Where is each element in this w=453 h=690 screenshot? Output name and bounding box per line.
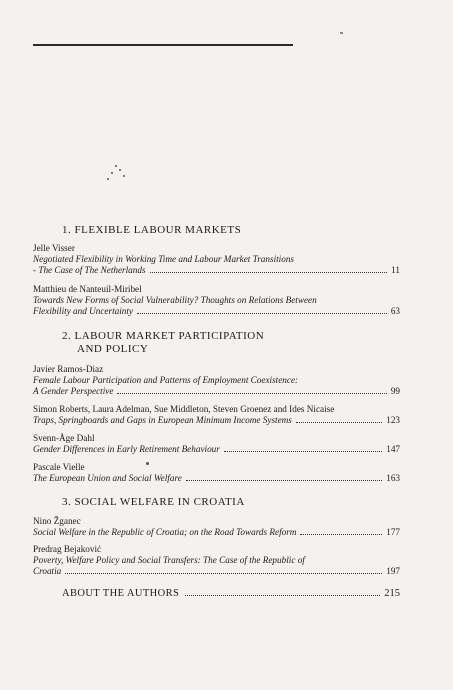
entry-author: Nino Žganec [33, 516, 81, 526]
dot-leader [300, 534, 382, 535]
section-heading-continued: AND POLICY [77, 343, 149, 355]
toc-entry-about-the-authors[interactable] [62, 588, 400, 600]
toc-entry-line[interactable] [33, 527, 400, 538]
entry-author: Jelle Visser [33, 243, 75, 253]
entry-title-continued: A Gender Perspective [33, 386, 114, 396]
dot-leader [224, 451, 382, 452]
toc-entry-line[interactable] [33, 265, 400, 276]
scan-speck [340, 32, 343, 34]
toc-entry-line[interactable] [33, 386, 400, 397]
page-number: 147 [386, 444, 400, 454]
dot-leader [65, 573, 382, 574]
dot-leader [296, 422, 382, 423]
page-number: 197 [386, 566, 400, 576]
entry-title: Traps, Springboards and Gaps in European Minimum Income Systems [33, 415, 292, 425]
top-rule [33, 44, 293, 46]
page-number: 123 [386, 415, 400, 425]
dot-leader [117, 393, 386, 394]
entry-title: Female Labour Participation and Patterns of Employment Coexistence: [33, 375, 299, 385]
page-number: 11 [391, 265, 400, 275]
toc-entry-line[interactable] [33, 306, 400, 317]
entry-title: Negotiated Flexibility in Working Time and Labour Market Transitions [33, 254, 294, 264]
toc-entry-line[interactable] [33, 415, 400, 426]
toc-entry-line[interactable] [33, 566, 400, 577]
entry-author: Predrag Bejaković [33, 544, 102, 554]
section-heading-flexible-labour-markets: 1. FLEXIBLE LABOUR MARKETS [62, 224, 242, 236]
section-heading-labour-market-participation: 2. LABOUR MARKET PARTICIPATION [62, 330, 265, 342]
entry-author: Simon Roberts, Laura Adelman, Sue Middleton, Steven Groenez and Ides Nicaise [33, 404, 335, 414]
scan-specks [105, 163, 145, 193]
dot-leader [186, 480, 382, 481]
entry-title: Gender Differences in Early Retirement Behaviour [33, 444, 220, 454]
entry-title: The European Union and Social Welfare [33, 473, 182, 483]
dot-leader [185, 595, 380, 596]
toc-entry-line[interactable] [33, 473, 400, 484]
section-heading-social-welfare-croatia: 3. SOCIAL WELFARE IN CROATIA [62, 496, 245, 508]
page-number: 177 [386, 527, 400, 537]
toc-entry-line[interactable] [33, 444, 400, 455]
entry-title-continued: Croatia [33, 566, 62, 576]
entry-author: Matthieu de Nanteuil-Miribel [33, 284, 142, 294]
entry-author: Pascale Vielle [33, 462, 85, 472]
entry-author: Javier Ramos-Diaz [33, 364, 104, 374]
entry-author: Svenn-Åge Dahl [33, 433, 95, 443]
page-number: 63 [390, 306, 400, 316]
scan-speck [146, 462, 149, 465]
entry-title-continued: - The Case of The Netherlands [33, 265, 146, 275]
entry-title: Towards New Forms of Social Vulnerability? Thoughts on Relations Between [33, 295, 317, 305]
page-number: 99 [390, 386, 400, 396]
page-number: 163 [386, 473, 400, 483]
entry-title: Poverty, Welfare Policy and Social Transfers: The Case of the Republic of [33, 555, 305, 565]
dot-leader [150, 272, 388, 273]
entry-title-continued: Flexibility and Uncertainty [33, 306, 134, 316]
about-the-authors-label: ABOUT THE AUTHORS [62, 588, 180, 599]
dot-leader [137, 313, 387, 314]
entry-title: Social Welfare in the Republic of Croatia; on the Road Towards Reform [33, 527, 297, 537]
page-number: 215 [384, 588, 400, 599]
